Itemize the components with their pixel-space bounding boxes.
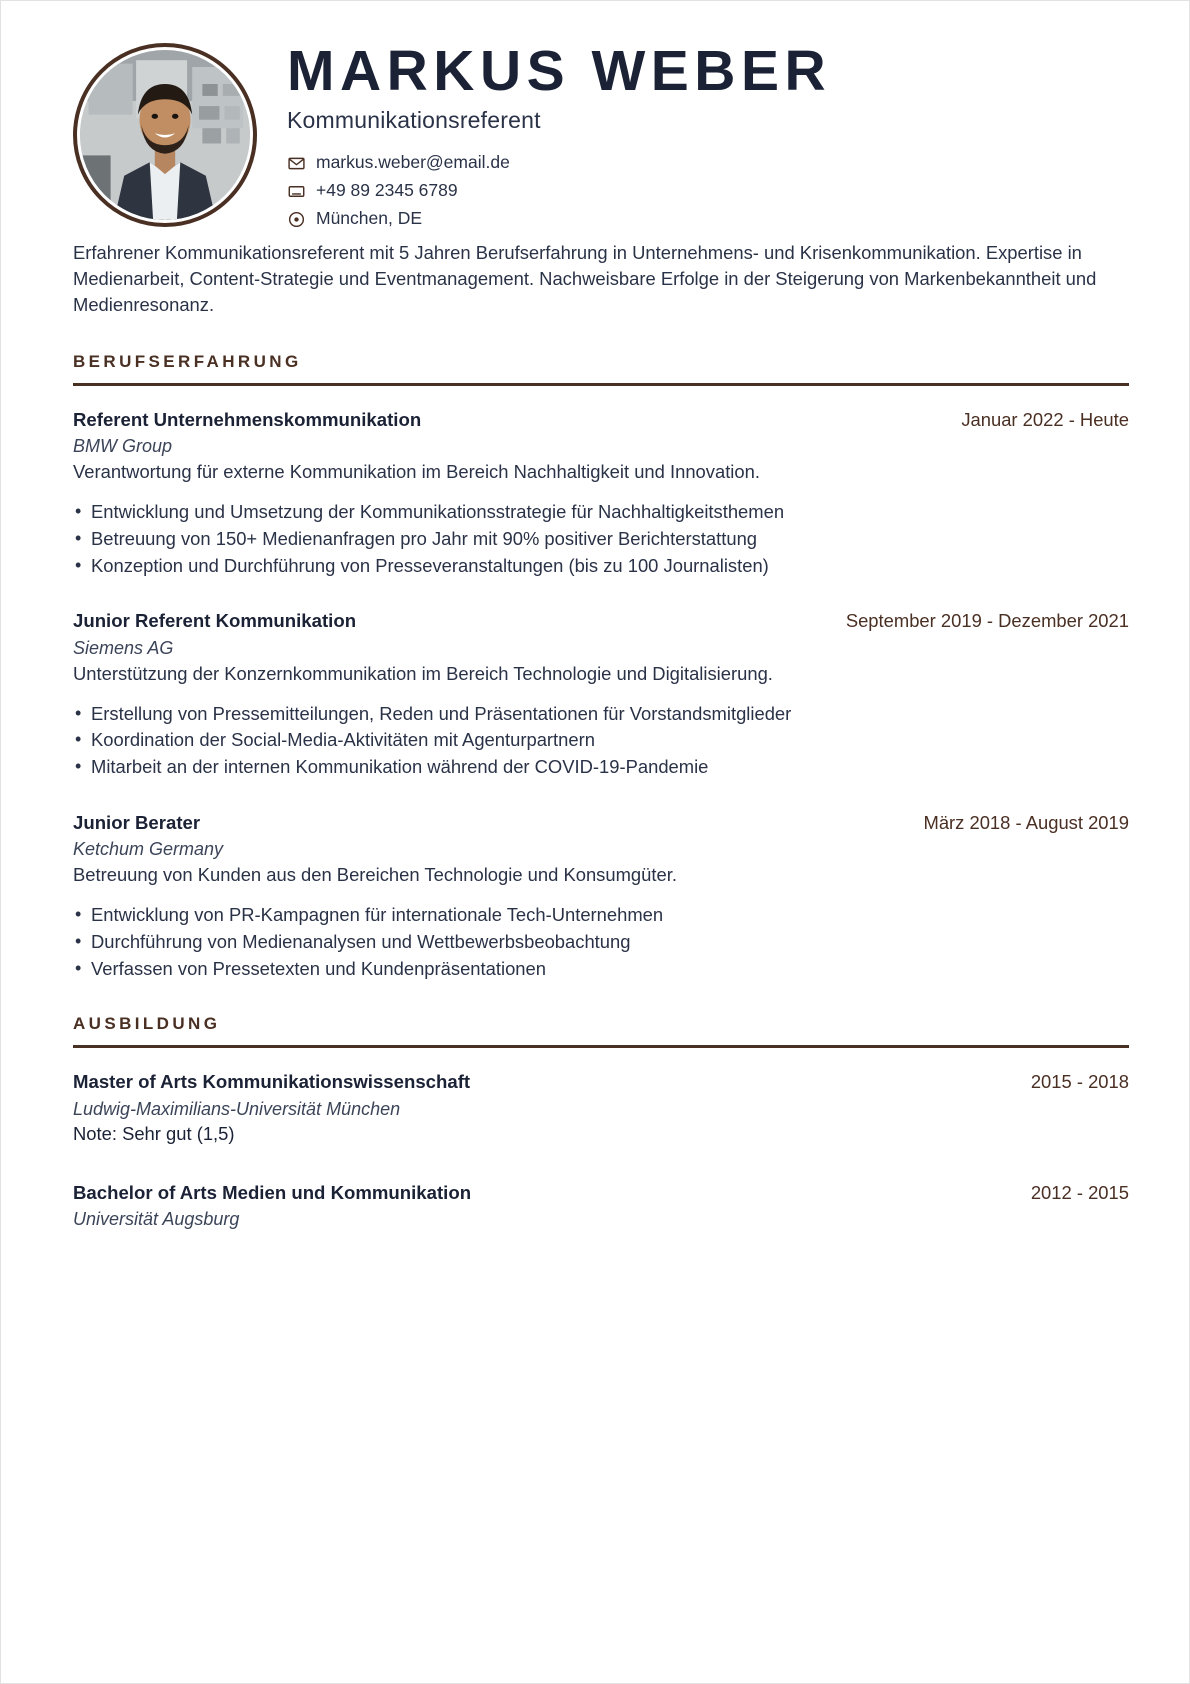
entry-header <box>73 1070 1129 1094</box>
contact-email-value: markus.weber@email.de <box>316 152 510 173</box>
entry-header <box>73 811 1129 835</box>
avatar-photo <box>80 50 250 220</box>
mail-icon <box>287 154 306 173</box>
job-title: Junior Berater <box>73 811 201 833</box>
job-date-range: März 2018 - August 2019 <box>923 811 1129 833</box>
education-entry <box>73 1070 1129 1146</box>
profile-summary: Erfahrener Kommunikationsreferent mit 5 Jahren Berufserfahrung in Unternehmens- und Krisenkommunikation. Expertise in Medienarbeit, Content-Strategie und Eventmanagement. Nachweisbare Erfolge in der Steigerung von Markenbekanntheit und Medienresonanz. <box>73 241 1097 315</box>
section-title-education: AUSBILDUNG <box>73 1014 221 1034</box>
phone-icon <box>287 182 306 201</box>
section-education <box>73 1014 1129 1231</box>
job-date-range: Januar 2022 - Heute <box>961 408 1129 430</box>
portrait-illustration <box>80 50 250 220</box>
job-title: Referent Unternehmenskommunikation <box>73 408 422 430</box>
job-description: Unterstützung der Konzernkommunikation im Bereich Technologie und Digitalisierung. <box>73 662 773 684</box>
section-title-experience: BERUFSERFAHRUNG <box>73 351 302 371</box>
degree-date-range: 2012 - 2015 <box>1030 1181 1129 1203</box>
list-item: • Konzeption und Durchführung von Presseveranstaltungen (bis zu 100 Journalisten) <box>73 553 1129 580</box>
section-experience <box>73 352 1129 982</box>
degree-institution: Ludwig-Maximilians-Universität München <box>73 1098 401 1119</box>
job-company: Siemens AG <box>73 637 174 658</box>
job-role-subtitle: Kommunikationsreferent <box>287 106 541 133</box>
job-bullet-list <box>73 902 1129 982</box>
list-item: • Erstellung von Pressemitteilungen, Reden und Präsentationen für Vorstandsmitglieder <box>73 701 1129 728</box>
job-bullet-list <box>73 499 1129 579</box>
degree-date-range: 2015 - 2018 <box>1030 1071 1129 1093</box>
contact-location-value: München, DE <box>316 208 423 229</box>
job-company: Ketchum Germany <box>73 839 224 860</box>
contact-phone[interactable] <box>287 182 1129 201</box>
entry-header <box>73 1181 1129 1205</box>
entry-header <box>73 609 1129 633</box>
experience-entry <box>73 811 1129 982</box>
list-item: • Entwicklung und Umsetzung der Kommunikationsstrategie für Nachhaltigkeitsthemen <box>73 499 1129 526</box>
list-item: • Mitarbeit an der internen Kommunikation während der COVID-19-Pandemie <box>73 754 1129 781</box>
contact-email[interactable] <box>287 154 1129 173</box>
resume-header <box>73 35 1129 229</box>
header-text-block <box>287 35 1129 229</box>
degree-title: Bachelor of Arts Medien und Kommunikation <box>73 1181 472 1203</box>
job-description: Betreuung von Kunden aus den Bereichen Technologie und Konsumgüter. <box>73 864 677 886</box>
entry-header <box>73 408 1129 432</box>
education-entry <box>73 1181 1129 1232</box>
section-divider <box>73 383 1129 386</box>
degree-grade: Note: Sehr gut (1,5) <box>73 1122 235 1144</box>
degree-title: Master of Arts Kommunikationswissenschaft <box>73 1071 471 1093</box>
contact-location[interactable] <box>287 210 1129 229</box>
list-item: • Koordination der Social-Media-Aktivitäten mit Agenturpartnern <box>73 727 1129 754</box>
page-title: MARKUS WEBER <box>287 39 832 103</box>
list-item: • Betreuung von 150+ Medienanfragen pro Jahr mit 90% positiver Berichterstattung <box>73 526 1129 553</box>
contact-phone-value: +49 89 2345 6789 <box>316 180 458 201</box>
list-item: • Durchführung von Medienanalysen und Wettbewerbsbeobachtung <box>73 929 1129 956</box>
section-divider <box>73 1045 1129 1048</box>
location-pin-icon <box>287 210 306 229</box>
list-item: • Entwicklung von PR-Kampagnen für internationale Tech-Unternehmen <box>73 902 1129 929</box>
experience-entry <box>73 609 1129 780</box>
contact-list <box>287 154 1129 229</box>
job-title: Junior Referent Kommunikation <box>73 610 357 632</box>
avatar <box>73 43 257 227</box>
job-description: Verantwortung für externe Kommunikation im Bereich Nachhaltigkeit und Innovation. <box>73 461 760 483</box>
job-company: BMW Group <box>73 436 173 457</box>
experience-entry <box>73 408 1129 579</box>
job-date-range: September 2019 - Dezember 2021 <box>845 610 1129 632</box>
degree-institution: Universität Augsburg <box>73 1208 240 1229</box>
list-item: • Verfassen von Pressetexten und Kundenpräsentationen <box>73 956 1129 983</box>
job-bullet-list <box>73 701 1129 781</box>
